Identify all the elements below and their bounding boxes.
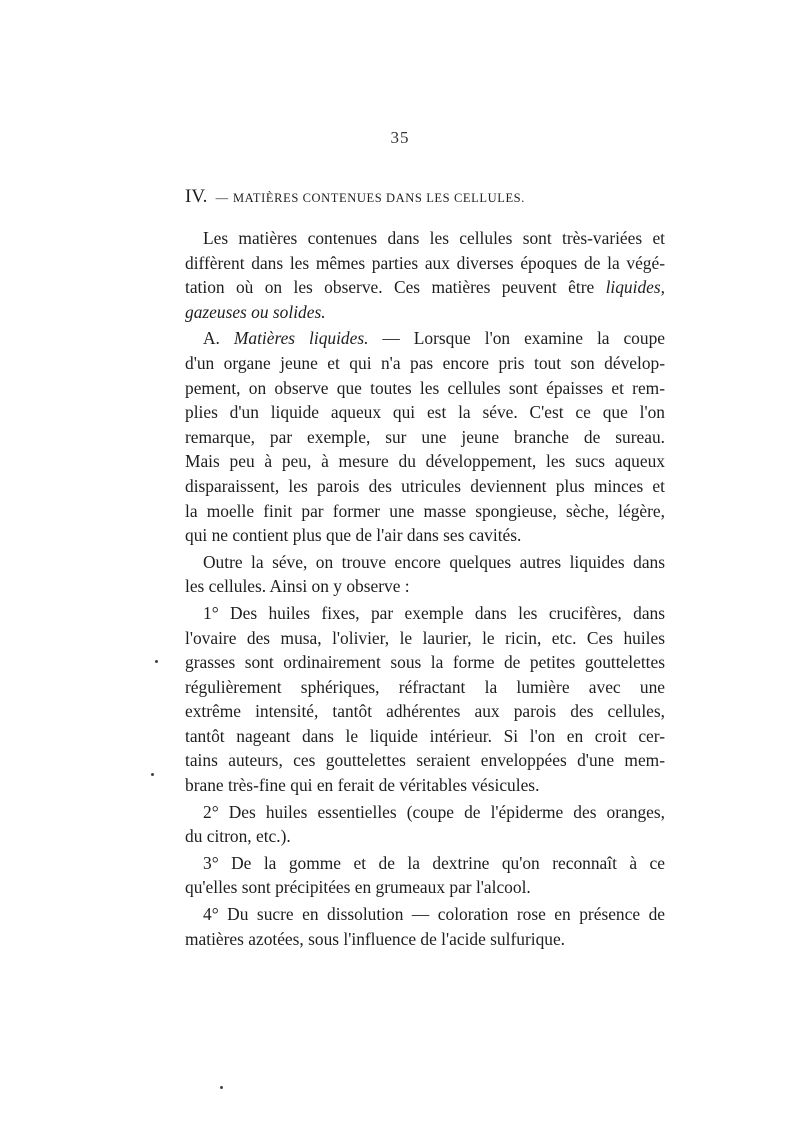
text-segment: remarque, par exemple, sur une jeune branche de sureau. (185, 426, 665, 447)
text-segment: extrême intensité, tantôt adhérentes aux parois des cellules, (185, 701, 665, 722)
text-segment: brane très-fine qui en ferait de véritables vésicules. (185, 775, 540, 796)
text-line (185, 550, 665, 575)
text-segment: — Lorsque l'on examine la coupe (368, 328, 665, 349)
text-segment: les cellules. Ainsi on y observe : (185, 576, 410, 597)
text-line (185, 650, 665, 675)
text-line (185, 851, 665, 876)
section-dash: — (215, 191, 229, 205)
text-segment: diffèrent dans les mêmes parties aux diverses époques de la végé- (185, 252, 665, 273)
text-line (185, 824, 665, 849)
text-line (185, 927, 665, 952)
text-line (185, 300, 665, 325)
print-speck (220, 1086, 223, 1089)
italic-segment: Matières liquides. (233, 328, 369, 349)
text-line (185, 773, 665, 798)
text-segment: 2° Des huiles essentielles (coupe de l'épiderme des oranges, (203, 801, 665, 822)
text-line (185, 902, 665, 927)
text-segment: Outre la séve, on trouve encore quelques autres liquides dans (203, 551, 665, 572)
text-line (185, 626, 665, 651)
text-segment: la moelle finit par former une masse spongieuse, sèche, légère, (185, 500, 665, 521)
text-line (185, 499, 665, 524)
text-segment: matières azotées, sous l'influence de l'acide sulfurique. (185, 928, 566, 949)
text-line (185, 351, 665, 376)
text-segment: A. (203, 328, 234, 349)
text-line (185, 275, 665, 300)
text-segment: tains auteurs, ces gouttelettes seraient enveloppées d'une mem- (185, 750, 665, 771)
print-speck (151, 773, 154, 776)
text-segment: 1° Des huiles fixes, par exemple dans les crucifères, dans (203, 602, 665, 623)
text-line (185, 601, 665, 626)
text-segment: Mais peu à peu, à mesure du développement, les sucs aqueux (185, 451, 665, 472)
text-line (185, 800, 665, 825)
text-segment: tantôt nageant dans le liquide intérieur. Si l'on en croit cer- (185, 725, 665, 746)
text-line (185, 251, 665, 276)
text-line (185, 376, 665, 401)
section-numeral: IV. (185, 186, 208, 207)
section-title: MATIÈRES CONTENUES DANS LES CELLULES. (232, 191, 525, 205)
section-heading (185, 186, 625, 208)
text-line (185, 449, 665, 474)
italic-segment: liquides, (605, 277, 665, 298)
body-text (185, 226, 665, 951)
text-segment: tation où on les observe. Ces matières peuvent être (185, 277, 606, 298)
text-line (185, 326, 665, 351)
text-segment: d'un organe jeune et qui n'a pas encore pris tout son dévelop- (185, 352, 665, 373)
text-line (185, 226, 665, 251)
text-line (185, 675, 665, 700)
text-segment: disparaissent, les parois des utricules deviennent plus minces et (185, 475, 665, 496)
text-segment: Les matières contenues dans les cellules sont très-variées et (203, 228, 665, 248)
text-segment: l'ovaire des musa, l'olivier, le laurier, le ricin, etc. Ces huiles (185, 627, 665, 648)
text-line (185, 523, 665, 548)
italic-segment: gazeuses ou solides. (185, 301, 326, 322)
text-line (185, 425, 665, 450)
page-number: 35 (390, 128, 410, 147)
text-line (185, 875, 665, 900)
text-segment: plies d'un liquide aqueux qui est la séve. C'est ce que l'on (185, 402, 665, 423)
text-segment: qui ne contient plus que de l'air dans ses cavités. (185, 525, 522, 546)
text-line (185, 748, 665, 773)
text-segment: pement, on observe que toutes les cellules sont épaisses et rem- (185, 377, 665, 398)
print-speck (155, 660, 158, 663)
text-line (185, 400, 665, 425)
text-segment: 3° De la gomme et de la dextrine qu'on reconnaît à ce (203, 852, 665, 873)
text-segment: 4° Du sucre en dissolution — coloration rose en présence de (203, 904, 665, 925)
text-segment: grasses sont ordinairement sous la forme de petites gouttelettes (185, 652, 665, 673)
text-line (185, 699, 665, 724)
text-line (185, 474, 665, 499)
text-line (185, 724, 665, 749)
text-segment: régulièrement sphériques, réfractant la lumière avec une (185, 676, 665, 697)
text-segment: qu'elles sont précipitées en grumeaux par l'alcool. (185, 877, 531, 898)
text-segment: du citron, etc.). (185, 826, 291, 847)
text-line (185, 574, 665, 599)
